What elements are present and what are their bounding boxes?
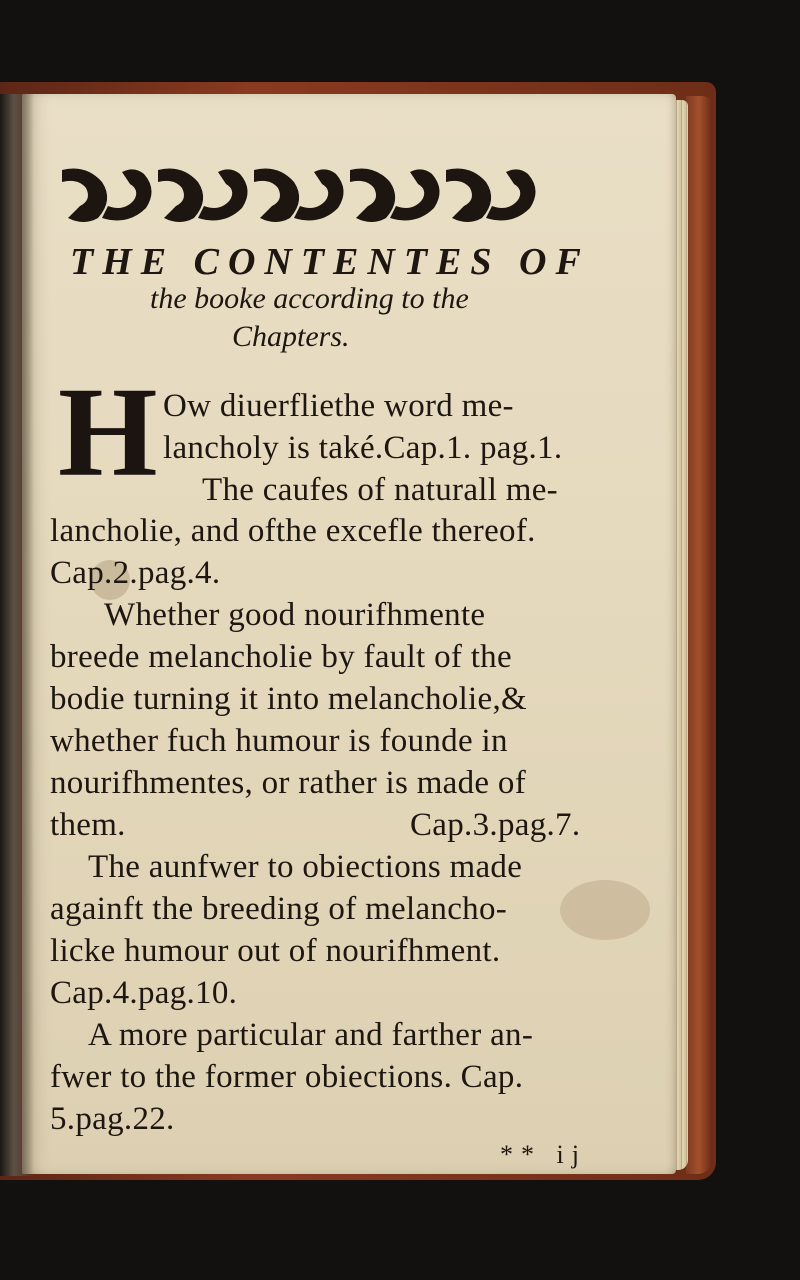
page-title: THE CONTENTES OF: [70, 241, 590, 283]
entry-5-line-3: 5.pag.22.: [50, 1101, 175, 1137]
cover-edge: [686, 96, 712, 1174]
page-subtitle-line2: Chapters.: [232, 320, 350, 353]
entry-4-line-3: licke humour out of nourifhment.: [50, 933, 501, 969]
spine-shadow: [0, 94, 34, 1176]
entry-5-line-1: A more particular and farther an-: [88, 1017, 534, 1053]
entry-3-line-2: breede melancholie by fault of the: [50, 639, 512, 675]
entry-2-line-1: The caufes of naturall me-: [202, 472, 558, 508]
entry-2-line-3: Cap.2.pag.4.: [50, 555, 221, 591]
entry-4-line-1: The aunfwer to obiections made: [88, 849, 523, 885]
entry-1-line-1: Ow diuerfliethe word me-: [163, 388, 514, 424]
drop-cap-initial: H: [58, 361, 158, 503]
entry-2-line-2: lancholie, and ofthe excefle thereof.: [50, 513, 536, 549]
page-subtitle-line1: the booke according to the: [150, 282, 469, 315]
signature-mark: ** ij: [500, 1140, 587, 1169]
paper-stain: [560, 880, 650, 940]
entry-3-line-6: them.: [50, 807, 126, 843]
entry-1-line-2: lancholy is také.Cap.1. pag.1.: [163, 430, 563, 466]
entry-3-line-5: nourifhmentes, or rather is made of: [50, 765, 527, 801]
entry-5-line-2: fwer to the former obiections. Cap.: [50, 1059, 524, 1095]
printer-ornament-band: [58, 160, 538, 230]
entry-3-line-3: bodie turning it into melancholie,&: [50, 681, 527, 717]
entry-3-line-1: Whether good nourifhmente: [104, 597, 486, 633]
entry-4-line-4: Cap.4.pag.10.: [50, 975, 238, 1011]
entry-4-line-2: againft the breeding of melancho-: [50, 891, 508, 927]
ornament-motif: [62, 169, 152, 223]
entry-3-chapter-ref: Cap.3.pag.7.: [410, 807, 581, 843]
entry-3-line-4: whether fuch humour is founde in: [50, 723, 508, 759]
